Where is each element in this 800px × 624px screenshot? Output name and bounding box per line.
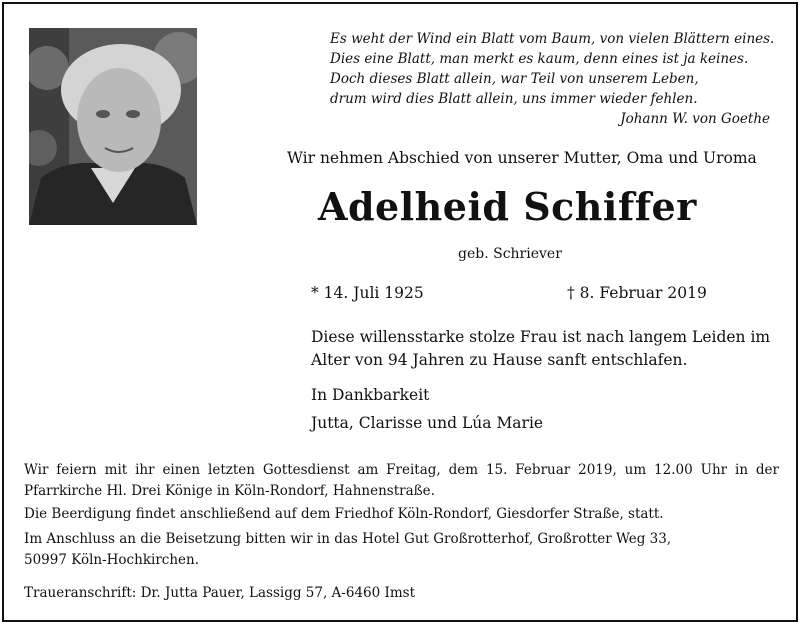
reception-info — [24, 529, 779, 571]
poem — [330, 29, 775, 129]
thanks-line: In Dankbarkeit — [311, 386, 430, 404]
poem-line: Dies eine Blatt, man merkt es kaum, denn eines ist ja keines. — [330, 51, 749, 67]
poem-line: Doch dieses Blatt allein, war Teil von unserem Leben, — [330, 71, 699, 87]
poem-line: Es weht der Wind ein Blatt vom Baum, von vielen Blättern eines. — [330, 31, 775, 47]
burial-info — [24, 504, 779, 525]
reception-line: Im Anschluss an die Beisetzung bitten wir in das Hotel Gut Großrotterhof, Großrotter Weg 33, — [24, 531, 672, 547]
notice-text-line: Diese willensstarke stolze Frau ist nach langem Leiden im — [311, 328, 771, 346]
burial-line: Die Beerdigung findet anschließend auf dem Friedhof Köln-Rondorf, Giesdorfer Straße, statt. — [24, 506, 664, 522]
notice-text — [311, 326, 781, 372]
mourning-address — [24, 583, 779, 604]
maiden-name: geb. Schriever — [458, 246, 562, 262]
address-line: Traueranschrift: Dr. Jutta Pauer, Lassigg 57, A-6460 Imst — [24, 585, 416, 601]
farewell-intro: Wir nehmen Abschied von unserer Mutter, Oma und Uroma — [287, 149, 757, 167]
reception-line: 50997 Köln-Hochkirchen. — [24, 552, 199, 568]
birth-date: * 14. Juli 1925 — [311, 284, 424, 302]
notice-text-line: Alter von 94 Jahren zu Hause sanft entschlafen. — [311, 351, 688, 369]
service-line: Wir feiern mit ihr einen letzten Gottesdienst am Freitag, dem 15. Februar 2019, um 12.00 Uhr in der — [24, 462, 779, 478]
poem-author: Johann W. von Goethe — [620, 111, 770, 127]
deceased-name: Adelheid Schiffer — [318, 184, 697, 229]
family-names: Jutta, Clarisse und Lúa Marie — [311, 414, 544, 432]
poem-line: drum wird dies Blatt allein, uns immer wieder fehlen. — [330, 91, 698, 107]
service-line: Pfarrkirche Hl. Drei Könige in Köln-Rondorf, Hahnenstraße. — [24, 483, 435, 499]
death-date: † 8. Februar 2019 — [567, 284, 707, 302]
portrait-image — [29, 28, 197, 225]
service-info — [24, 460, 779, 502]
portrait-photo — [29, 28, 197, 225]
